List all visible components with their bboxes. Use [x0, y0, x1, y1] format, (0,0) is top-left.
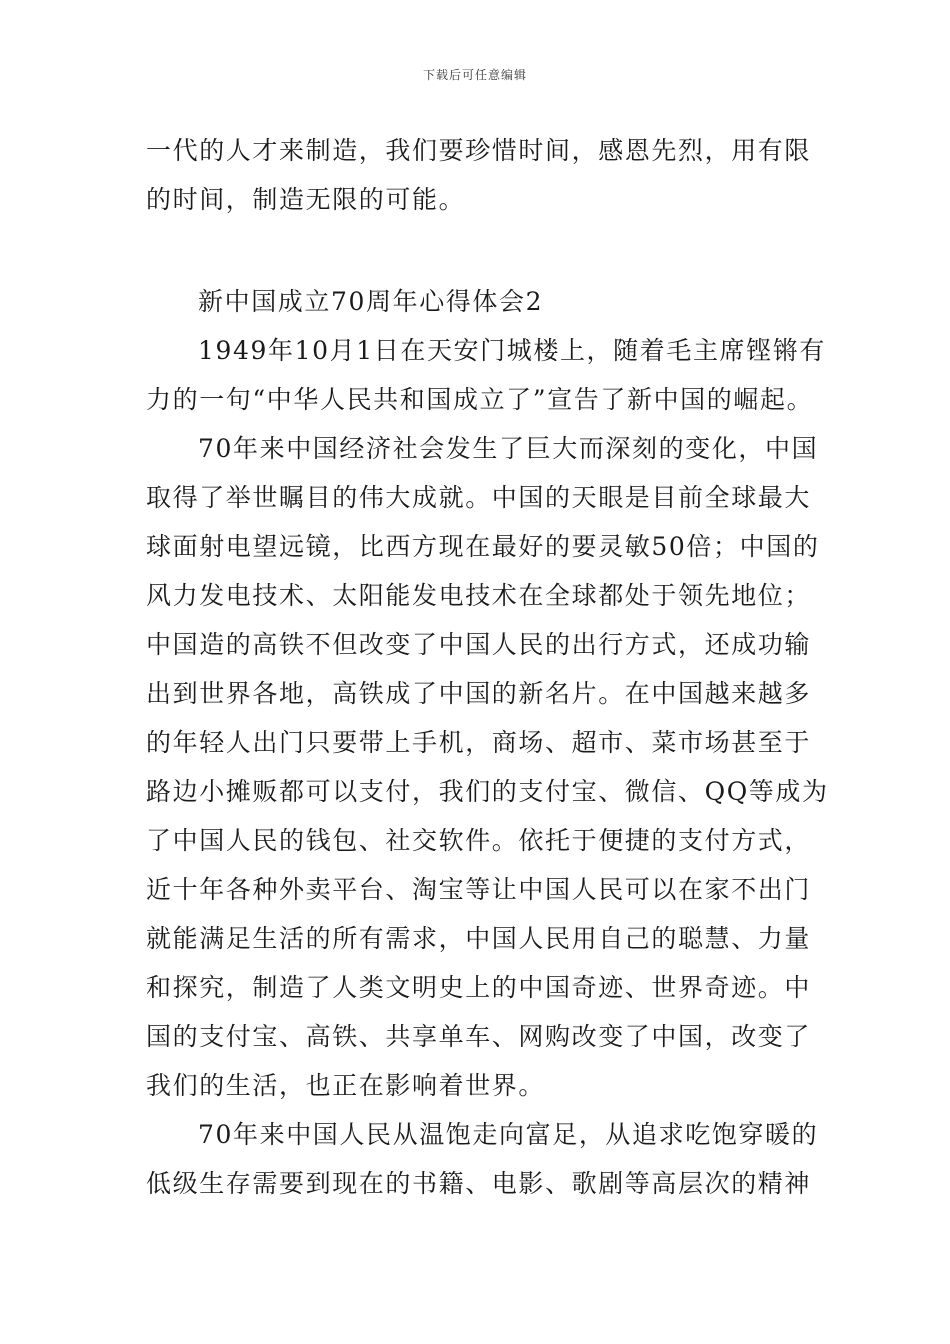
- paragraph-line: 国的支付宝、高铁、共享单车、网购改变了中国，改变了: [146, 1022, 812, 1051]
- paragraph-line: 和探究，制造了人类文明史上的中国奇迹、世界奇迹。中: [146, 973, 812, 1002]
- paragraph-line: 球面射电望远镜，比西方现在最好的要灵敏50倍；中国的: [146, 532, 820, 561]
- paragraph-line: 70年来中国经济社会发生了巨大而深刻的变化，中国: [198, 434, 819, 463]
- paragraph-line: 力的一句“中华人民共和国成立了”宣告了新中国的崛起。: [146, 385, 814, 414]
- paragraph-line: 出到世界各地，高铁成了中国的新名片。在中国越来越多: [146, 679, 812, 708]
- paragraph-line: 就能满足生活的所有需求，中国人民用自己的聪慧、力量: [146, 924, 812, 953]
- paragraph-line: 近十年各种外卖平台、淘宝等让中国人民可以在家不出门: [146, 875, 812, 904]
- paragraph-line: 取得了举世瞩目的伟大成就。中国的天眼是目前全球最大: [146, 483, 812, 512]
- section-title: 新中国成立70周年心得体会2: [198, 287, 544, 316]
- paragraph-line: 低级生存需要到现在的书籍、电影、歌剧等高层次的精神: [146, 1169, 812, 1198]
- paragraph-line: 路边小摊贩都可以支付，我们的支付宝、微信、QQ等成为: [146, 777, 829, 806]
- paragraph-spacer: [146, 224, 812, 277]
- paragraph-line: 70年来中国人民从温饱走向富足，从追求吃饱穿暖的: [198, 1120, 819, 1149]
- paragraph-line: 中国造的高铁不但改变了中国人民的出行方式，还成功输: [146, 630, 812, 659]
- page-header: 下载后可任意编辑: [422, 68, 527, 82]
- document-body: [146, 126, 829, 1208]
- paragraph-line: 的年轻人出门只要带上手机，商场、超市、菜市场甚至于: [146, 728, 812, 757]
- paragraph-line: 风力发电技术、太阳能发电技术在全球都处于领先地位；: [146, 581, 812, 610]
- paragraph-line: 了中国人民的钱包、社交软件。依托于便捷的支付方式，: [146, 826, 812, 855]
- paragraph-line: 1949年10月1日在天安门城楼上，随着毛主席铿锵有: [198, 336, 826, 365]
- paragraph-line: 的时间，制造无限的可能。: [146, 185, 466, 214]
- paragraph-line: 我们的生活，也正在影响着世界。: [146, 1071, 546, 1100]
- paragraph-line: 一代的人才来制造，我们要珍惜时间，感恩先烈，用有限: [146, 136, 812, 165]
